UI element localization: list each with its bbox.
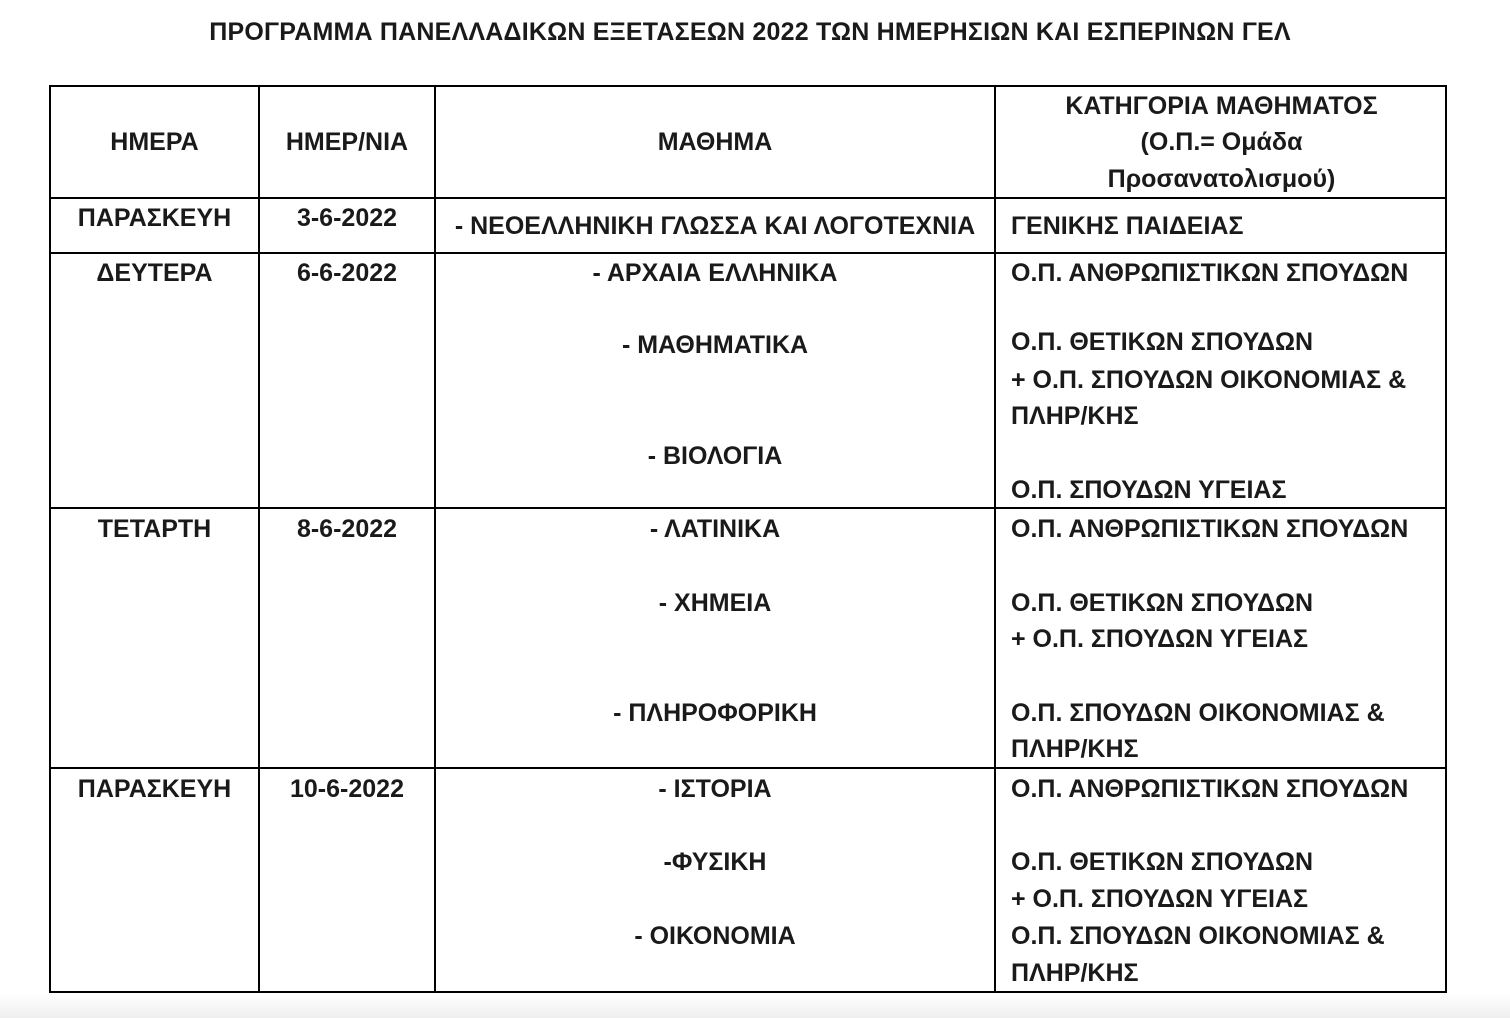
row-2-category-4: ΠΛΗΡ/ΚΗΣ xyxy=(1011,402,1139,430)
row-4-category-3: + Ο.Π. ΣΠΟΥΔΩΝ ΥΓΕΙΑΣ xyxy=(1011,885,1309,913)
row-2-category-5: Ο.Π. ΣΠΟΥΔΩΝ ΥΓΕΙΑΣ xyxy=(1011,476,1287,504)
row-3-category-4: Ο.Π. ΣΠΟΥΔΩΝ ΟΙΚΟΝΟΜΙΑΣ & xyxy=(1011,699,1385,727)
header-category-line-2: (Ο.Π.= Ομάδα xyxy=(1140,128,1303,156)
row-2-subject-1: - ΑΡΧΑΙΑ ΕΛΛΗΝΙΚΑ xyxy=(592,259,838,287)
row-1-day: ΠΑΡΑΣΚΕΥΗ xyxy=(77,204,232,232)
row-3-subject-3: - ΠΛΗΡΟΦΟΡΙΚΗ xyxy=(613,699,817,727)
row-1-date: 3-6-2022 xyxy=(296,204,398,232)
exam-schedule-table xyxy=(49,85,1447,993)
page-title: ΠΡΟΓΡΑΜΜΑ ΠΑΝΕΛΛΑΔΙΚΩΝ ΕΞΕΤΑΣΕΩΝ 2022 ΤΩΝ ΗΜΕΡΗΣΙΩΝ ΚΑΙ ΕΣΠΕΡΙΝΩΝ ΓΕΛ xyxy=(209,18,1291,46)
row-3-category-2: Ο.Π. ΘΕΤΙΚΩΝ ΣΠΟΥΔΩΝ xyxy=(1011,589,1314,617)
row-2-category-1: Ο.Π. ΑΝΘΡΩΠΙΣΤΙΚΩΝ ΣΠΟΥΔΩΝ xyxy=(1011,259,1409,287)
row-2-subject-3: - ΒΙΟΛΟΓΙΑ xyxy=(647,442,783,470)
row-4-day: ΠΑΡΑΣΚΕΥΗ xyxy=(77,775,232,803)
row-divider xyxy=(51,197,1445,199)
row-3-category-3: + Ο.Π. ΣΠΟΥΔΩΝ ΥΓΕΙΑΣ xyxy=(1011,625,1309,653)
header-day: ΗΜΕΡΑ xyxy=(110,128,199,156)
row-4-subject-3: - ΟΙΚΟΝΟΜΙΑ xyxy=(634,922,796,950)
header-category-line-3: Προσανατολισμού) xyxy=(1107,165,1336,193)
row-4-category-2: Ο.Π. ΘΕΤΙΚΩΝ ΣΠΟΥΔΩΝ xyxy=(1011,848,1314,876)
row-2-date: 6-6-2022 xyxy=(296,259,398,287)
row-3-day: ΤΕΤΑΡΤΗ xyxy=(97,515,212,543)
row-divider xyxy=(51,252,1445,254)
row-2-category-2: Ο.Π. ΘΕΤΙΚΩΝ ΣΠΟΥΔΩΝ xyxy=(1011,328,1314,356)
row-2-subject-2: - ΜΑΘΗΜΑΤΙΚΑ xyxy=(621,331,809,359)
header-category-line-1: ΚΑΤΗΓΟΡΙΑ ΜΑΘΗΜΑΤΟΣ xyxy=(1065,92,1378,120)
row-4-subject-1: - ΙΣΤΟΡΙΑ xyxy=(658,775,772,803)
row-4-subject-2: -ΦΥΣΙΚΗ xyxy=(663,848,767,876)
row-1-subject-1: - ΝΕΟΕΛΛΗΝΙΚΗ ΓΛΩΣΣΑ ΚΑΙ ΛΟΓΟΤΕΧΝΙΑ xyxy=(454,212,976,240)
row-4-category-4: Ο.Π. ΣΠΟΥΔΩΝ ΟΙΚΟΝΟΜΙΑΣ & xyxy=(1011,922,1385,950)
row-4-category-1: Ο.Π. ΑΝΘΡΩΠΙΣΤΙΚΩΝ ΣΠΟΥΔΩΝ xyxy=(1011,775,1409,803)
row-4-category-5: ΠΛΗΡ/ΚΗΣ xyxy=(1011,959,1139,987)
column-divider xyxy=(994,87,996,991)
row-4-date: 10-6-2022 xyxy=(290,775,404,803)
row-3-category-5: ΠΛΗΡ/ΚΗΣ xyxy=(1011,735,1139,763)
header-date: ΗΜΕΡ/ΝΙΑ xyxy=(285,128,409,156)
row-1-category-1: ΓΕΝΙΚΗΣ ΠΑΙΔΕΙΑΣ xyxy=(1011,212,1244,240)
row-divider xyxy=(51,767,1445,769)
row-3-date: 8-6-2022 xyxy=(296,515,398,543)
page-bottom-shadow xyxy=(0,994,1510,1018)
header-subject: ΜΑΘΗΜΑ xyxy=(657,128,773,156)
row-3-category-1: Ο.Π. ΑΝΘΡΩΠΙΣΤΙΚΩΝ ΣΠΟΥΔΩΝ xyxy=(1011,515,1409,543)
row-2-category-3: + Ο.Π. ΣΠΟΥΔΩΝ ΟΙΚΟΝΟΜΙΑΣ & xyxy=(1011,366,1407,394)
row-3-subject-2: - ΧΗΜΕΙΑ xyxy=(658,589,772,617)
row-3-subject-1: - ΛΑΤΙΝΙΚΑ xyxy=(649,515,781,543)
row-2-day: ΔΕΥΤΕΡΑ xyxy=(96,259,213,287)
